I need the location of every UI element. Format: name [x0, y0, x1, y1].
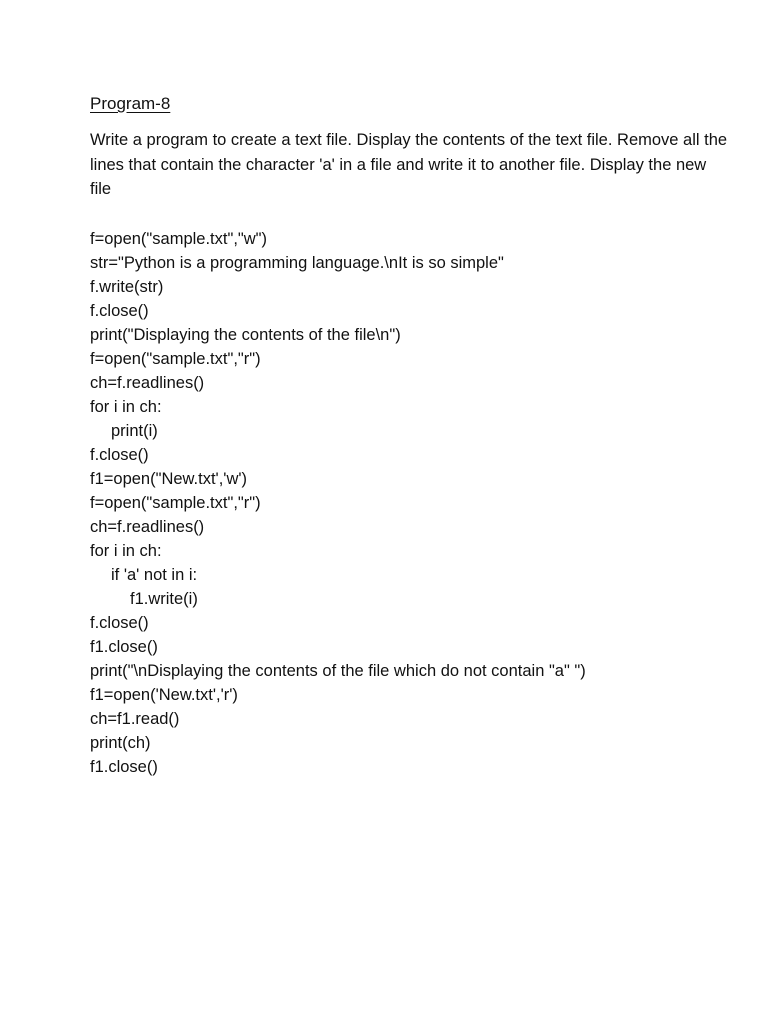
code-line: f=open("sample.txt","r") — [90, 493, 261, 512]
program-description: Write a program to create a text file. Display the contents of the text file. Remove all the lines that contain the character 'a' in a file and write it to another file. Display the new file — [90, 131, 728, 198]
code-line: f=open("sample.txt","w") — [90, 229, 268, 248]
code-line: f1.close() — [90, 637, 158, 656]
code-line: f1=open("New.txt','w') — [90, 469, 247, 488]
code-line: f1.close() — [90, 757, 158, 776]
code-line: ch=f.readlines() — [90, 373, 205, 392]
code-line: f1.write(i) — [130, 589, 198, 608]
code-line: f.close() — [90, 613, 149, 632]
code-line: f.close() — [90, 445, 149, 464]
code-line: ch=f.readlines() — [90, 517, 205, 536]
code-line: f1=open('New.txt','r') — [90, 685, 238, 704]
code-line: print("Displaying the contents of the file\n") — [90, 325, 401, 344]
code-line: f=open("sample.txt","r") — [90, 349, 261, 368]
document-page — [90, 92, 730, 779]
code-line: for i in ch: — [90, 397, 162, 416]
code-line: print(i) — [111, 421, 158, 440]
code-line: ch=f1.read() — [90, 709, 180, 728]
code-line: if 'a' not in i: — [111, 565, 198, 584]
code-line: for i in ch: — [90, 541, 162, 560]
code-line: str="Python is a programming language.\nIt is so simple" — [90, 253, 504, 272]
code-block — [90, 227, 730, 779]
code-line: f.close() — [90, 301, 149, 320]
code-line: print("\nDisplaying the contents of the file which do not contain "a" ") — [90, 661, 586, 680]
code-line: print(ch) — [90, 733, 151, 752]
program-title: Program-8 — [90, 94, 171, 113]
code-line: f.write(str) — [90, 277, 164, 296]
